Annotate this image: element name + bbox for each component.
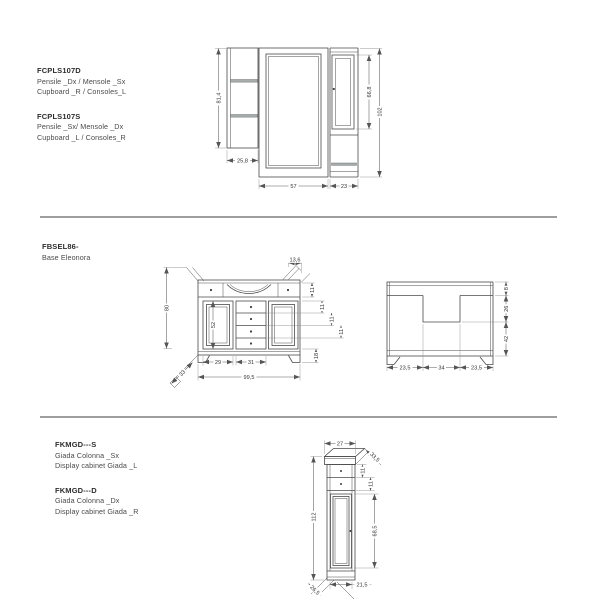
product-desc-en: Cupboard _R / Consoles_L: [37, 87, 127, 96]
base-side-geometry: [387, 282, 493, 365]
dim-label: 11: [339, 328, 345, 335]
product-desc-en: Cupboard _L / Consoles_R: [37, 132, 126, 142]
product-code: FKMGD---S: [55, 440, 97, 449]
drawing-base-side: [387, 282, 510, 372]
drawing-base-front: [163, 256, 345, 387]
product-desc-it: Pensile _Sx/ Mensole _Dx: [37, 122, 124, 131]
dim-label: 11: [368, 481, 375, 487]
dim-label: 68,5: [372, 525, 379, 537]
dim-label: 66,8: [367, 86, 373, 98]
door-handle-dot: [350, 530, 352, 532]
product-code: FBSEL86-: [42, 242, 79, 251]
dim-label: 112: [311, 512, 318, 522]
dim-label: 25,8: [237, 158, 248, 165]
dim-label: 26: [504, 305, 510, 312]
base-front-dimensions: [163, 256, 345, 383]
dim-label: 8: [504, 287, 510, 291]
dim-label: 21,5: [356, 582, 368, 589]
dim-label: 11: [320, 304, 326, 310]
dim-label: 23: [340, 184, 348, 190]
product-desc-it: Giada Colonna _Sx: [55, 450, 120, 460]
drawing-cupboard: [215, 48, 384, 190]
dim-label: 29: [214, 360, 222, 366]
product-code: FCPLS107D: [37, 66, 81, 75]
column-geometry: [311, 449, 381, 600]
dim-label: 81,4: [216, 92, 223, 104]
dim-label: 57: [290, 184, 297, 190]
dim-label: 80: [164, 304, 171, 312]
dim-label: 13,6: [289, 257, 301, 264]
base-front-geometry: [170, 266, 310, 388]
product-desc-en: Display cabinet Giada _R: [55, 506, 139, 516]
column-dimensions: [307, 440, 383, 598]
dim-label: 99,5: [243, 375, 255, 381]
dim-label: 33,5: [368, 451, 381, 464]
dim-label: 102: [377, 107, 384, 117]
product-desc-it: Base Eleonora: [42, 252, 91, 262]
dim-label: 27: [336, 441, 344, 448]
product-desc-it: Giada Colonna _Dx: [55, 496, 120, 505]
dim-label: 23,5: [399, 365, 411, 372]
dim-label: 26,5: [308, 584, 321, 597]
dim-label: 34: [438, 365, 445, 372]
drawing-column: [307, 440, 383, 599]
product-desc-en: Display cabinet Giada _L: [55, 461, 138, 470]
product-code: FKMGD---D: [55, 485, 97, 495]
dim-label: 11: [329, 316, 336, 323]
product-desc-it: Pensile _Dx / Mensole _Sx: [37, 76, 126, 86]
dim-label: 11: [310, 287, 316, 293]
dim-label: 52: [211, 321, 217, 329]
door-handle-dot: [333, 88, 335, 90]
product-code: FCPLS107S: [37, 111, 81, 121]
dim-label: 11: [360, 467, 367, 474]
dim-label: 31: [247, 360, 255, 366]
dim-label: 18: [314, 352, 320, 360]
dim-label: 42: [504, 335, 510, 343]
dim-label: 33: [178, 369, 188, 379]
dim-label: 23,5: [471, 365, 482, 372]
